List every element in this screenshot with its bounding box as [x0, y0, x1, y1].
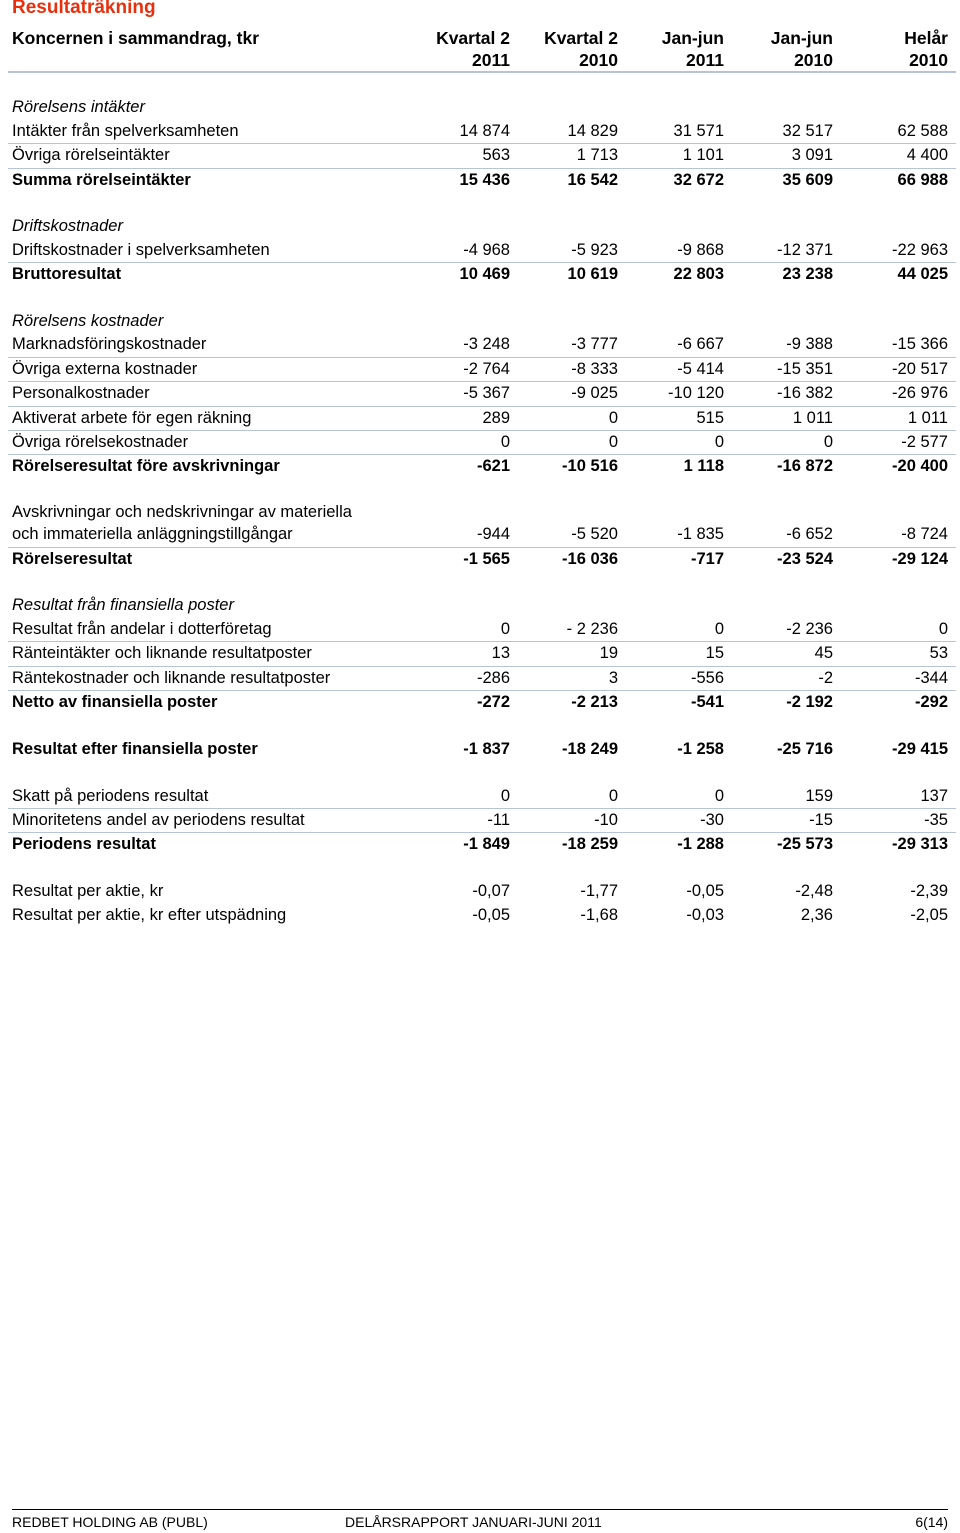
footer-report-title: DELÅRSRAPPORT JANUARI-JUNI 2011	[345, 1514, 602, 1530]
table-row	[8, 406, 956, 430]
spacer-cell	[8, 479, 956, 502]
row-label: Intäkter från spelverksamheten	[8, 120, 410, 144]
column-year: 2010	[732, 49, 841, 72]
value-cell: -15 366	[841, 333, 956, 357]
value-cell: -3 248	[410, 333, 518, 357]
value-cell: -286	[410, 666, 518, 690]
value-cell: -20 517	[841, 357, 956, 381]
value-cell: -944	[410, 523, 518, 547]
value-cell: -6 667	[626, 333, 732, 357]
value-cell: -1 837	[463, 739, 510, 758]
value-cell: -621	[476, 457, 510, 476]
value-cell: 4 400	[841, 144, 956, 168]
value-cell: -29 415	[892, 739, 948, 758]
spacer-row	[8, 857, 956, 880]
spacer-row	[8, 714, 956, 737]
column-year: 2011	[410, 49, 518, 72]
value-cell: -18 249	[562, 739, 618, 758]
value-cell: -0,05	[472, 905, 510, 924]
row-label: Skatt på periodens resultat	[8, 785, 410, 809]
value-cell: -5 923	[518, 239, 626, 263]
value-cell: -1,77	[580, 882, 618, 901]
value-cell: -23 524	[777, 549, 833, 568]
value-cell: 53	[841, 642, 956, 666]
row-label: Övriga externa kostnader	[8, 357, 410, 381]
table-row	[8, 431, 956, 455]
value-cell: -1,68	[580, 905, 618, 924]
spacer-cell	[8, 571, 956, 594]
row-label: Resultat efter finansiella poster	[12, 739, 258, 758]
value-cell: -26 976	[841, 382, 956, 406]
value-cell: -10	[518, 809, 626, 833]
value-cell: -717	[690, 549, 724, 568]
page-footer	[12, 1509, 948, 1530]
value-cell: -12 371	[732, 239, 841, 263]
spacer-row	[8, 287, 956, 310]
table-row	[8, 618, 956, 642]
value-cell: 45	[732, 642, 841, 666]
value-cell: 1 713	[518, 144, 626, 168]
value-cell: -2 192	[786, 693, 833, 712]
spacer-row	[8, 761, 956, 784]
value-cell: 2,36	[800, 905, 833, 924]
income-statement-table	[8, 27, 956, 927]
row-label: Resultat från andelar i dotterföretag	[8, 618, 410, 642]
value-cell: -15 351	[732, 357, 841, 381]
value-cell: -344	[841, 666, 956, 690]
value-cell: 1 118	[683, 457, 724, 476]
header-empty	[8, 49, 410, 72]
value-cell: 0	[732, 431, 841, 455]
value-cell: 0	[626, 785, 732, 809]
total-row	[8, 168, 956, 192]
value-cell: 0	[626, 431, 732, 455]
value-cell: 0	[518, 406, 626, 430]
row-label: Avskrivningar och nedskrivningar av materiella	[12, 503, 352, 522]
value-cell: 44 025	[897, 265, 948, 284]
section-heading-row	[8, 215, 956, 238]
row-label: Rörelseresultat	[12, 549, 133, 568]
spacer-row	[8, 479, 956, 502]
column-year: 2011	[626, 49, 732, 72]
value-cell: -9 388	[732, 333, 841, 357]
document-title: Resultaträkning	[12, 0, 156, 18]
value-cell: 22 803	[673, 265, 724, 284]
row-label: Personalkostnader	[8, 382, 410, 406]
row-label: Aktiverat arbete för egen räkning	[8, 406, 410, 430]
section-heading: Rörelsens intäkter	[12, 98, 145, 117]
spacer-cell	[8, 287, 956, 310]
value-cell: 289	[410, 406, 518, 430]
row-label: Övriga rörelseintäkter	[8, 144, 410, 168]
column-header: Jan-jun	[661, 28, 724, 48]
value-cell: -3 777	[518, 333, 626, 357]
value-cell: -2 213	[571, 693, 618, 712]
value-cell: -16 382	[732, 382, 841, 406]
value-cell: -2 236	[732, 618, 841, 642]
table-header-row	[8, 27, 956, 49]
value-cell: -29 313	[892, 835, 948, 854]
table-row	[8, 357, 956, 381]
row-label: Räntekostnader och liknande resultatposter	[8, 666, 410, 690]
total-row	[8, 455, 956, 479]
value-cell: -1 849	[463, 835, 510, 854]
value-cell: -16 872	[777, 457, 833, 476]
value-cell: -15	[732, 809, 841, 833]
value-cell: 563	[410, 144, 518, 168]
value-cell: -30	[626, 809, 732, 833]
column-header: Kvartal 2	[544, 28, 618, 48]
spacer-cell	[8, 714, 956, 737]
value-cell: -4 968	[410, 239, 518, 263]
label-row	[8, 502, 956, 523]
section-heading: Driftskostnader	[12, 217, 123, 236]
row-label: Minoritetens andel av periodens resultat	[8, 809, 410, 833]
value-cell: 13	[410, 642, 518, 666]
value-cell: -35	[841, 809, 956, 833]
row-label: och immateriella anläggningstillgångar	[8, 523, 410, 547]
value-cell: 515	[626, 406, 732, 430]
value-cell: -1 258	[677, 739, 724, 758]
table-row	[8, 666, 956, 690]
value-cell: -8 724	[841, 523, 956, 547]
value-cell: -2 577	[841, 431, 956, 455]
section-heading: Resultat från finansiella poster	[12, 596, 234, 615]
value-cell: 14 829	[518, 120, 626, 144]
value-cell: 31 571	[626, 120, 732, 144]
value-cell: -1 835	[626, 523, 732, 547]
value-cell: 0	[410, 785, 518, 809]
value-cell: -29 124	[892, 549, 948, 568]
value-cell: 15 436	[459, 170, 510, 189]
spacer-cell	[8, 72, 956, 96]
value-cell: -0,05	[686, 882, 724, 901]
spacer-row	[8, 72, 956, 96]
value-cell: 62 588	[841, 120, 956, 144]
value-cell: -2,48	[795, 882, 833, 901]
value-cell: -9 868	[626, 239, 732, 263]
column-header: Helår	[904, 28, 948, 48]
value-cell: -6 652	[732, 523, 841, 547]
value-cell: -1 565	[463, 549, 510, 568]
value-cell: -10 120	[626, 382, 732, 406]
total-row	[8, 547, 956, 571]
row-label: Summa rörelseintäkter	[12, 170, 191, 189]
row-label: Netto av finansiella poster	[12, 693, 218, 712]
value-cell: -11	[410, 809, 518, 833]
value-cell: 159	[732, 785, 841, 809]
value-cell: 0	[410, 618, 518, 642]
row-label: Resultat per aktie, kr	[12, 882, 164, 901]
value-cell: 10 619	[567, 265, 618, 284]
value-cell: 15	[626, 642, 732, 666]
value-cell: -541	[690, 693, 724, 712]
spacer-row	[8, 571, 956, 594]
value-cell: -2	[732, 666, 841, 690]
spacer-row	[8, 192, 956, 215]
value-cell: -22 963	[841, 239, 956, 263]
table-row	[8, 642, 956, 666]
value-cell: 32 672	[673, 170, 724, 189]
value-cell: 137	[841, 785, 956, 809]
value-cell: 16 542	[567, 170, 618, 189]
row-label: Resultat per aktie, kr efter utspädning	[12, 905, 287, 924]
row-label: Övriga rörelsekostnader	[8, 431, 410, 455]
value-cell: -8 333	[518, 357, 626, 381]
table-body	[8, 72, 956, 927]
value-cell: -9 025	[518, 382, 626, 406]
table-row	[8, 880, 956, 903]
column-header: Kvartal 2	[436, 28, 510, 48]
value-cell: -2,05	[910, 905, 948, 924]
value-cell: 0	[841, 618, 956, 642]
row-label: Marknadsföringskostnader	[8, 333, 410, 357]
table-row	[8, 382, 956, 406]
column-year: 2010	[518, 49, 626, 72]
value-cell: 3 091	[732, 144, 841, 168]
value-cell: 1 101	[626, 144, 732, 168]
row-label: Ränteintäkter och liknande resultatposter	[8, 642, 410, 666]
value-cell: 1 011	[732, 406, 841, 430]
value-cell: -0,07	[472, 882, 510, 901]
value-cell: -2,39	[910, 882, 948, 901]
value-cell: 10 469	[459, 265, 510, 284]
spacer-cell	[8, 192, 956, 215]
header-label: Koncernen i sammandrag, tkr	[12, 28, 260, 48]
table-row	[8, 333, 956, 357]
section-heading-row	[8, 96, 956, 119]
value-cell: -10 516	[562, 457, 618, 476]
spacer-cell	[8, 857, 956, 880]
total-row	[8, 738, 956, 761]
value-cell: -16 036	[562, 549, 618, 568]
value-cell: 0	[626, 618, 732, 642]
value-cell: 1 011	[841, 406, 956, 430]
row-label: Driftskostnader i spelverksamheten	[8, 239, 410, 263]
value-cell: 23 238	[782, 265, 833, 284]
value-cell: - 2 236	[518, 618, 626, 642]
value-cell: 0	[518, 785, 626, 809]
total-row	[8, 833, 956, 857]
value-cell: -25 573	[777, 835, 833, 854]
section-heading: Rörelsens kostnader	[12, 312, 164, 331]
footer-page-number: 6(14)	[915, 1514, 948, 1530]
value-cell: -18 259	[562, 835, 618, 854]
spacer-cell	[8, 761, 956, 784]
section-heading-row	[8, 594, 956, 617]
table-row	[8, 144, 956, 168]
value-cell: -5 414	[626, 357, 732, 381]
value-cell: 19	[518, 642, 626, 666]
value-cell: -556	[626, 666, 732, 690]
value-cell: -0,03	[686, 905, 724, 924]
value-cell: 66 988	[897, 170, 948, 189]
table-row	[8, 239, 956, 263]
value-cell: -5 367	[410, 382, 518, 406]
value-cell: -25 716	[777, 739, 833, 758]
value-cell: -20 400	[892, 457, 948, 476]
value-cell: -272	[476, 693, 510, 712]
value-cell: 3	[518, 666, 626, 690]
value-cell: 0	[410, 431, 518, 455]
row-label: Rörelseresultat före avskrivningar	[12, 457, 280, 476]
footer-company: REDBET HOLDING AB (PUBL)	[12, 1514, 208, 1530]
table-header-row-years	[8, 49, 956, 72]
row-label: Bruttoresultat	[12, 265, 122, 284]
table-row	[8, 120, 956, 144]
column-year: 2010	[841, 49, 956, 72]
total-row	[8, 263, 956, 287]
value-cell: -292	[914, 693, 948, 712]
table-row	[8, 785, 956, 809]
table-row	[8, 809, 956, 833]
total-row	[8, 691, 956, 715]
value-cell: 0	[518, 431, 626, 455]
column-header: Jan-jun	[770, 28, 833, 48]
value-cell: -1 288	[677, 835, 724, 854]
table-row	[8, 523, 956, 547]
section-heading-row	[8, 310, 956, 333]
value-cell: -2 764	[410, 357, 518, 381]
value-cell: -5 520	[518, 523, 626, 547]
value-cell: 14 874	[410, 120, 518, 144]
table-row	[8, 904, 956, 927]
row-label: Periodens resultat	[12, 835, 156, 854]
value-cell: 35 609	[782, 170, 833, 189]
value-cell: 32 517	[732, 120, 841, 144]
